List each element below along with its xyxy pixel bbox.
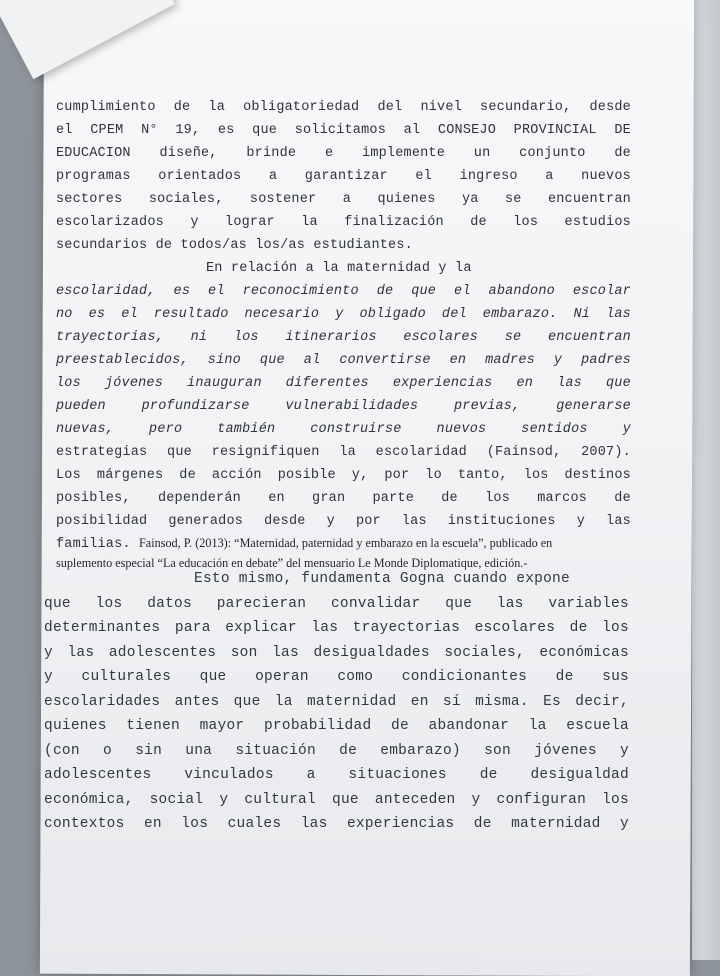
word: y [620, 816, 629, 832]
word: el [415, 169, 432, 184]
word: de [479, 767, 498, 783]
text-line [56, 165, 631, 188]
word: de [339, 742, 358, 759]
word: se [504, 192, 522, 207]
word: acción [211, 468, 262, 483]
word: obligatoriedad [243, 100, 360, 115]
word: los [56, 376, 81, 391]
word: abandono [488, 284, 555, 299]
word: sostener [249, 192, 317, 207]
text-line [56, 326, 631, 349]
word: posibles, [56, 491, 131, 506]
text-line [44, 641, 629, 666]
word: posibilidad [56, 514, 148, 529]
word: son [484, 742, 511, 759]
word: y [44, 644, 53, 661]
word: el [208, 284, 225, 299]
word: anteceden [374, 791, 456, 808]
word: N° [141, 123, 158, 138]
word: se [504, 330, 522, 345]
word: en [410, 693, 429, 710]
word: ya [461, 192, 479, 207]
word: la [274, 693, 293, 710]
line-text: En relación a la maternidad y la [206, 261, 472, 276]
word: antes [174, 693, 220, 710]
text-line [56, 119, 631, 142]
text-line [44, 812, 629, 837]
word: garantizar [304, 169, 388, 184]
word: configuran [496, 791, 587, 808]
word: de [441, 491, 458, 506]
word: maternidad [306, 693, 397, 710]
word: también [217, 422, 276, 437]
word: desde [589, 100, 631, 115]
text-line [44, 592, 629, 617]
word: trayectorias [352, 620, 461, 636]
word: escolares [403, 330, 479, 345]
word: variables [548, 595, 629, 612]
word: y, [351, 468, 369, 483]
word: a [545, 169, 554, 184]
word: DE [614, 123, 631, 138]
word: 2007). [581, 445, 631, 460]
word: y [335, 307, 344, 322]
word: a [268, 169, 278, 184]
word: y [44, 669, 53, 685]
word: la [339, 445, 356, 460]
word: probabilidad [263, 718, 372, 734]
word: de [555, 669, 574, 685]
word: la [208, 100, 226, 115]
word: CONSEJO [437, 123, 497, 138]
word: que [44, 595, 71, 612]
word: madres [485, 353, 535, 368]
word: instituciones [447, 514, 556, 529]
footnote-citation: Fainsod, P. (2013): “Maternidad, paternidad y embarazo en la escuela”, publicado en [139, 536, 553, 550]
footnote-text: suplemento especial “La educación en debate” del mensuario Le Monde Diplomatique, edición.- [56, 556, 528, 570]
word: las [67, 644, 95, 661]
word: de [376, 284, 394, 299]
word: las [401, 514, 427, 529]
word: sectores [56, 192, 123, 207]
word: y [553, 353, 563, 368]
text-line [56, 487, 631, 510]
word: nuevos [436, 422, 487, 437]
word: desde [264, 514, 306, 529]
word: las [311, 620, 339, 636]
text-line [44, 616, 629, 641]
word: que [252, 123, 278, 138]
word: reconocimiento [242, 284, 359, 299]
word: social [149, 791, 204, 808]
word: secundario, [480, 100, 572, 115]
word: que [606, 376, 631, 391]
word: inauguran [187, 376, 262, 391]
word: del [377, 100, 403, 115]
word: de [569, 620, 588, 636]
word: la [301, 215, 318, 230]
word: pero [149, 422, 183, 437]
word: es [173, 284, 191, 299]
word: los [181, 816, 209, 832]
word: de [179, 468, 196, 483]
word: experiencias [346, 816, 455, 832]
word: parecieran [216, 595, 307, 612]
word: sentidos [521, 422, 588, 437]
word: finalización [344, 215, 444, 230]
word: que [411, 284, 437, 299]
text-line [44, 788, 629, 813]
word: contextos [44, 816, 125, 832]
word: escolarizados [56, 215, 164, 230]
text-line [56, 234, 631, 257]
word: convertirse [339, 353, 431, 368]
text-line [56, 464, 631, 487]
word: sí [442, 693, 461, 710]
word: marcos [537, 491, 588, 506]
word: y [471, 791, 481, 808]
word: culturales [81, 669, 172, 685]
word: estrategias [56, 445, 148, 460]
word: a [306, 767, 316, 783]
word: implemente [362, 146, 446, 161]
word: ingreso [459, 169, 518, 184]
word: jóvenes [534, 742, 597, 759]
word: mayor [199, 718, 245, 734]
word: no [56, 307, 73, 322]
word: y [219, 791, 229, 808]
word: escolaridad [375, 445, 467, 460]
document-body-top [56, 96, 631, 573]
text-line [44, 714, 629, 739]
word: que [233, 693, 261, 710]
word: condicionantes [401, 669, 528, 685]
word: de [470, 215, 487, 230]
text-line [56, 441, 631, 464]
word: sociales, [444, 644, 525, 661]
word: quienes [44, 718, 107, 734]
word: tanto, [457, 468, 508, 483]
word: cultural [244, 791, 316, 808]
word: adolescentes [44, 767, 152, 783]
word: dependerán [157, 491, 241, 506]
word: sino [207, 353, 241, 368]
word: resignifiquen [211, 445, 320, 460]
text-line [56, 510, 631, 533]
word: las [606, 307, 631, 322]
word: lo [425, 468, 442, 483]
word: adolescentes [108, 644, 217, 661]
text-line [56, 280, 631, 303]
word: resultado [153, 307, 229, 322]
word: vinculados [184, 767, 274, 783]
paragraph-start-line [56, 257, 631, 280]
word: parte [372, 491, 415, 506]
word: construirse [310, 422, 402, 437]
word: al [403, 123, 421, 138]
word: gran [312, 491, 346, 506]
word: los [95, 595, 123, 612]
text-line-with-footnote [56, 533, 631, 553]
word: misma. [475, 693, 529, 710]
word: y [622, 422, 631, 437]
word: y [620, 742, 629, 759]
word: ni [190, 330, 208, 345]
word: son [230, 644, 258, 661]
word: brinde [246, 146, 297, 161]
word: desigualdad [530, 767, 629, 783]
word: preestablecidos, [56, 353, 189, 368]
word: económica, [44, 791, 134, 808]
word: los [602, 620, 629, 636]
word: datos [147, 595, 192, 612]
word: a [342, 192, 352, 207]
word: sociales, [148, 192, 224, 207]
word: para [174, 620, 211, 636]
word: los [233, 330, 259, 345]
word: operan [255, 669, 309, 685]
word: por [384, 468, 410, 483]
word: convalidar [330, 595, 421, 612]
word: por [355, 514, 381, 529]
word: las [557, 376, 582, 391]
word: determinantes [44, 620, 161, 636]
word: e [324, 146, 334, 161]
word: los [513, 215, 539, 230]
text-line [56, 211, 631, 234]
word: programas [56, 169, 131, 184]
word: (con [44, 742, 80, 759]
word: obligado [359, 307, 426, 322]
word: que [167, 445, 192, 460]
word: o [103, 742, 112, 759]
word: de [614, 491, 631, 506]
word: profundizarse [141, 399, 250, 414]
word: en [516, 376, 534, 391]
word: de [173, 100, 191, 115]
word: conjunto [519, 146, 586, 161]
word: en [143, 816, 162, 832]
word: situación [235, 742, 316, 759]
text-line [56, 188, 631, 211]
word: orientados [158, 169, 242, 184]
word: en [449, 353, 467, 368]
word: nuevos [581, 169, 631, 184]
word: de [473, 816, 492, 832]
word: experiencias [392, 376, 493, 391]
text-line [44, 690, 629, 715]
word: EDUCACION [56, 146, 131, 161]
word: diseñe, [159, 146, 218, 161]
word: maternidad [511, 816, 601, 832]
word: quienes [377, 192, 436, 207]
word: un [473, 146, 491, 161]
word: las [300, 816, 328, 832]
word: las [606, 514, 631, 529]
word: es [88, 307, 106, 322]
word: es [217, 123, 235, 138]
text-line [44, 739, 629, 764]
text-line [44, 665, 629, 690]
word: escolaridades [44, 693, 161, 710]
word: del [441, 307, 467, 322]
word: vulnerabilidades [285, 399, 419, 414]
text-line [56, 349, 631, 372]
text-line [56, 418, 631, 441]
word: la [528, 718, 547, 734]
word: itinerarios [285, 330, 377, 345]
word: cumplimiento [56, 100, 156, 115]
word: sus [602, 669, 629, 685]
document-body-bottom [44, 567, 629, 837]
word: el [454, 284, 471, 299]
word: que [445, 595, 473, 612]
word: nivel [420, 100, 462, 115]
word: y [326, 514, 335, 529]
line-text: secundarios de todos/as los/as estudiantes. [56, 238, 413, 253]
word: escuela [566, 718, 629, 734]
word: diferentes [285, 376, 369, 391]
word: cuales [227, 816, 282, 832]
word: una [185, 742, 213, 759]
text-line [56, 372, 631, 395]
word: que [332, 791, 359, 808]
word: embarazo) [380, 742, 461, 759]
word: los [485, 491, 510, 506]
word: generarse [556, 399, 631, 414]
word: desigualdades [313, 644, 430, 661]
word: embarazo. [482, 307, 558, 322]
word: de [391, 718, 409, 734]
word: que [199, 669, 227, 685]
word: como [337, 669, 374, 685]
word: PROVINCIAL [513, 123, 597, 138]
word: Es [543, 693, 561, 710]
word: necesario [244, 307, 320, 322]
word: pueden [56, 399, 106, 414]
word: nuevas, [56, 422, 115, 437]
word: (Fainsod, [486, 445, 562, 460]
paragraph-start-line [44, 567, 629, 592]
word: lograr [225, 215, 275, 230]
word: generados [168, 514, 244, 529]
word: Los [56, 468, 81, 483]
word: previas, [454, 399, 521, 414]
word: escolaridad, [56, 284, 156, 299]
word: que [259, 353, 285, 368]
word: jóvenes [104, 376, 164, 391]
word: CPEM [90, 123, 124, 138]
word: y [190, 215, 199, 230]
word: destinos [564, 468, 631, 483]
line-text: familias. [56, 537, 131, 552]
word: al [303, 353, 321, 368]
word: escolares [474, 620, 556, 636]
word: encuentran [547, 330, 631, 345]
word: en [268, 491, 285, 506]
word: de [614, 146, 631, 161]
word: tienen [126, 718, 180, 734]
word: estudios [564, 215, 631, 230]
word: económicas [539, 644, 629, 661]
word: márgenes [96, 468, 164, 483]
word: escolar [572, 284, 631, 299]
word: las [272, 644, 299, 661]
word: decir, [575, 693, 629, 710]
word: sin [135, 742, 163, 759]
word: situaciones [348, 767, 447, 783]
word: abandonar [428, 718, 510, 734]
word: posible [277, 468, 336, 483]
word: el [121, 307, 138, 322]
text-line [44, 763, 629, 788]
word: Ni [573, 307, 591, 322]
word: 19, [175, 123, 201, 138]
word: y [576, 514, 586, 529]
word: explicar [225, 620, 297, 636]
text-line [56, 142, 631, 165]
word: solicitamos [294, 123, 387, 138]
word: trayectorias, [56, 330, 164, 345]
word: los [523, 468, 549, 483]
word: el [56, 123, 73, 138]
line-text: Esto mismo, fundamenta Gogna cuando expone [194, 571, 570, 587]
word: las [496, 595, 524, 612]
word: encuentran [547, 192, 631, 207]
text-line [56, 395, 631, 418]
background-surface [692, 0, 720, 960]
text-line [56, 303, 631, 326]
text-line [56, 96, 631, 119]
word: padres [581, 353, 631, 368]
word: los [602, 791, 629, 808]
